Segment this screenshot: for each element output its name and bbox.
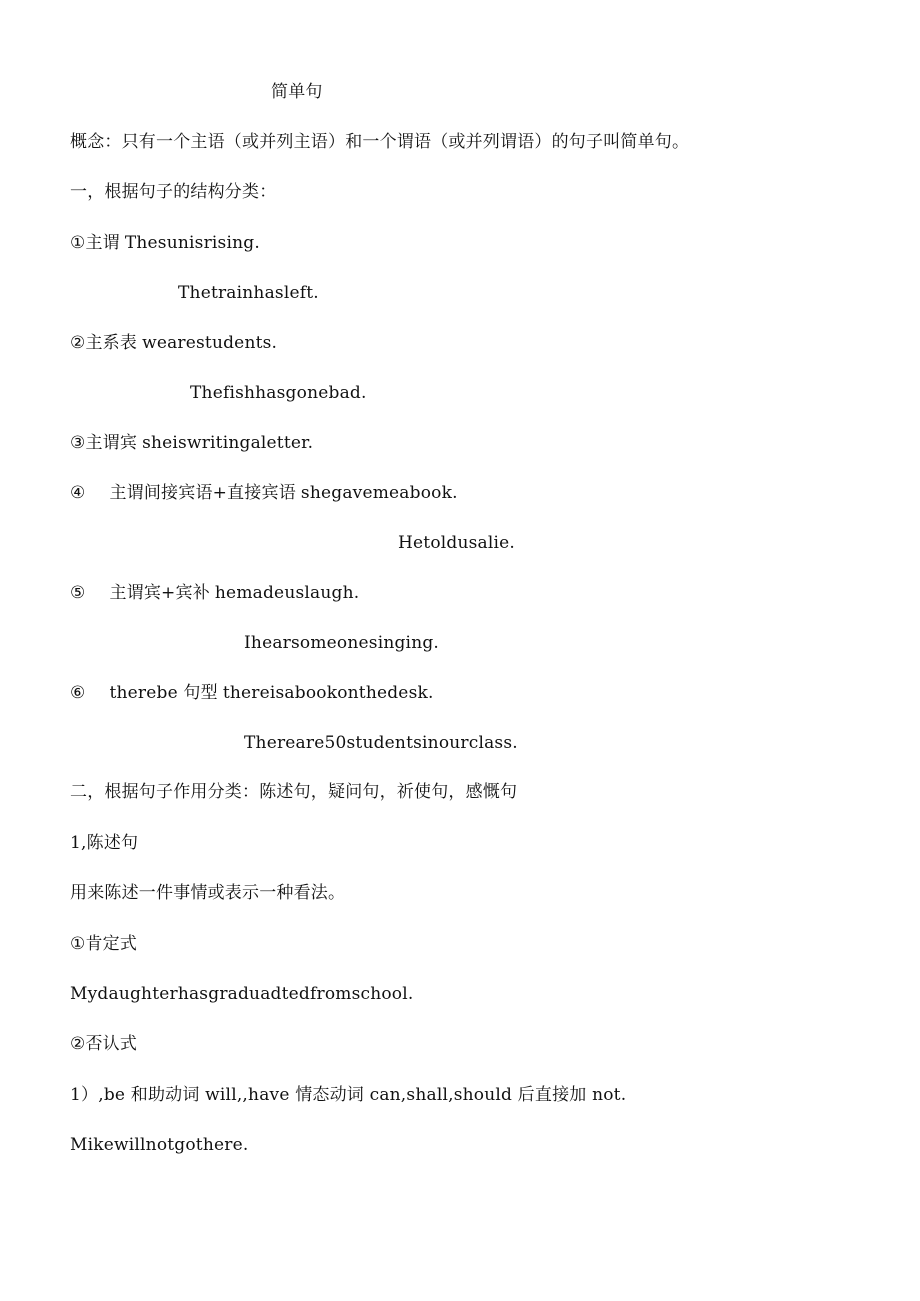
item-5-extra-example: Ihearsomeonesinging. bbox=[244, 633, 440, 653]
item-4-example: shegavemeabook. bbox=[300, 483, 458, 503]
structure-item-1 bbox=[70, 229, 260, 257]
negative-marker: ② bbox=[70, 1034, 86, 1054]
item-3-marker: ③ bbox=[70, 433, 86, 453]
structure-item-6-extra bbox=[244, 729, 518, 757]
item-2-example: wearestudents. bbox=[142, 333, 278, 353]
item-3-label: 主谓宾 bbox=[85, 433, 138, 453]
section2-description bbox=[70, 879, 345, 907]
section2-description-text: 用来陈述一件事情或表示一种看法。 bbox=[70, 883, 346, 903]
title-text: 简单句 bbox=[271, 82, 323, 102]
concept-text: 概念：只有一个主语（或并列主语）和一个谓语（或并列谓语）的句子叫简单句。 bbox=[70, 132, 690, 152]
affirmative-example-text: Mydaughterhasgraduadtedfromschool. bbox=[70, 984, 414, 1004]
negative-rule bbox=[70, 1081, 626, 1109]
item-3-example: sheiswritingaletter. bbox=[142, 433, 314, 453]
structure-item-3 bbox=[70, 429, 313, 457]
item-2-marker: ② bbox=[70, 333, 86, 353]
item-6-marker: ⑥ bbox=[70, 683, 86, 703]
item-2-label: 主系表 bbox=[85, 333, 138, 353]
concept-paragraph bbox=[70, 128, 689, 156]
item-6-extra-example: Thereare50studentsinourclass. bbox=[244, 733, 518, 753]
negative-example-text: Mikewillnotgothere. bbox=[70, 1135, 249, 1155]
affirmative-marker: ① bbox=[70, 934, 86, 954]
structure-item-2 bbox=[70, 329, 277, 357]
structure-item-4 bbox=[70, 479, 458, 507]
item-4-label: 主谓间接宾语+直接宾语 bbox=[109, 483, 296, 503]
item-5-marker: ⑤ bbox=[70, 583, 86, 603]
negative-rule-text: 1）,be 和助动词 will,,have 情态动词 can,shall,should 后直接加 not. bbox=[70, 1085, 627, 1105]
item-5-example: hemadeuslaugh. bbox=[214, 583, 360, 603]
item-2-extra-example: Thefishhasgonebad. bbox=[190, 383, 367, 403]
structure-item-2-extra bbox=[190, 379, 367, 407]
section1-heading-text: 一，根据句子的结构分类： bbox=[70, 182, 277, 202]
item-1-extra-example: Thetrainhasleft. bbox=[178, 283, 319, 303]
section1-heading bbox=[70, 178, 276, 206]
item-6-label: therebe 句型 bbox=[109, 683, 218, 703]
section2-subheading-text: 1,陈述句 bbox=[70, 833, 139, 853]
structure-item-6 bbox=[70, 679, 434, 707]
section2-heading-text: 二，根据句子作用分类：陈述句，疑问句，祈使句，感慨句 bbox=[70, 782, 518, 802]
affirmative-heading bbox=[70, 930, 137, 958]
item-1-marker: ① bbox=[70, 233, 86, 253]
item-1-label: 主谓 bbox=[85, 233, 120, 253]
affirmative-example bbox=[70, 980, 413, 1008]
negative-example bbox=[70, 1131, 248, 1159]
section2-heading bbox=[70, 778, 517, 806]
item-6-example: thereisabookonthedesk. bbox=[222, 683, 434, 703]
item-1-example: Thesunisrising. bbox=[124, 233, 260, 253]
document-title bbox=[271, 78, 323, 106]
negative-label: 否认式 bbox=[85, 1034, 138, 1054]
affirmative-label: 肯定式 bbox=[85, 934, 138, 954]
item-4-marker: ④ bbox=[70, 483, 86, 503]
negative-heading bbox=[70, 1030, 137, 1058]
structure-item-5 bbox=[70, 579, 359, 607]
structure-item-1-extra bbox=[178, 279, 319, 307]
item-5-label: 主谓宾+宾补 bbox=[109, 583, 210, 603]
item-4-extra-example: Hetoldusalie. bbox=[398, 533, 516, 553]
structure-item-5-extra bbox=[244, 629, 439, 657]
section2-subheading bbox=[70, 829, 138, 857]
structure-item-4-extra bbox=[398, 529, 515, 557]
